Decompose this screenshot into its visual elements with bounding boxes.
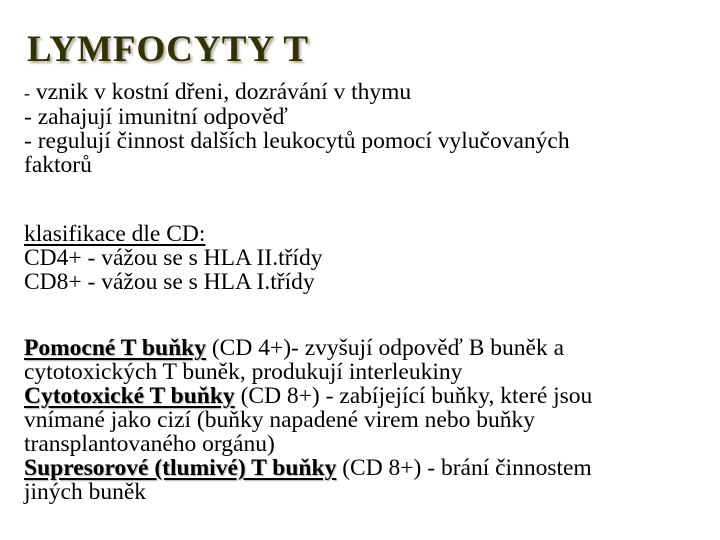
classification-section xyxy=(24,222,322,294)
helper-term: Pomocné T buňky xyxy=(24,335,206,361)
classification-heading: klasifikace dle CD: xyxy=(24,221,206,247)
cytotoxic-desc-1: (CD 8+) - zabíjející buňky, které jsou xyxy=(234,383,593,409)
helper-desc-2: cytotoxických T buněk, produkují interleukiny xyxy=(24,359,463,385)
helper-desc-1: (CD 4+)- zvyšují odpověď B buněk a xyxy=(205,335,565,361)
suppressor-term: Supresorové (tlumivé) T buňky xyxy=(24,455,337,481)
intro-line-4: faktorů xyxy=(24,152,92,178)
intro-line-1 xyxy=(24,80,570,105)
classification-cd4: CD4+ - vážou se s HLA II.třídy xyxy=(24,245,323,271)
suppressor-desc-1: (CD 8+) - brání činnostem xyxy=(336,455,592,481)
suppressor-line-1 xyxy=(24,456,592,480)
intro-list xyxy=(24,80,570,177)
intro-line-3: - regulují činnost dalších leukocytů pomocí vylučovaných xyxy=(24,128,570,154)
suppressor-desc-2: jiných buněk xyxy=(24,479,147,505)
cell-types-section xyxy=(24,336,592,504)
intro-line-2: - zahajují imunitní odpověď xyxy=(24,104,288,130)
helper-line-1 xyxy=(24,336,592,360)
cytotoxic-desc-2: vnímané jako cizí (buňky napadené virem nebo buňky xyxy=(24,407,535,433)
cytotoxic-term: Cytotoxické T buňky xyxy=(24,383,235,409)
intro-line-1-text: vznik v kostní dřeni, dozrávání v thymu xyxy=(35,79,412,105)
intro-line-1-dash: - xyxy=(24,83,30,103)
cytotoxic-desc-3: transplantovaného orgánu) xyxy=(24,431,275,457)
slide-title: LYMFOCYTY T xyxy=(27,29,310,70)
classification-cd8: CD8+ - vážou se s HLA I.třídy xyxy=(24,269,315,295)
cytotoxic-line-1 xyxy=(24,384,592,408)
